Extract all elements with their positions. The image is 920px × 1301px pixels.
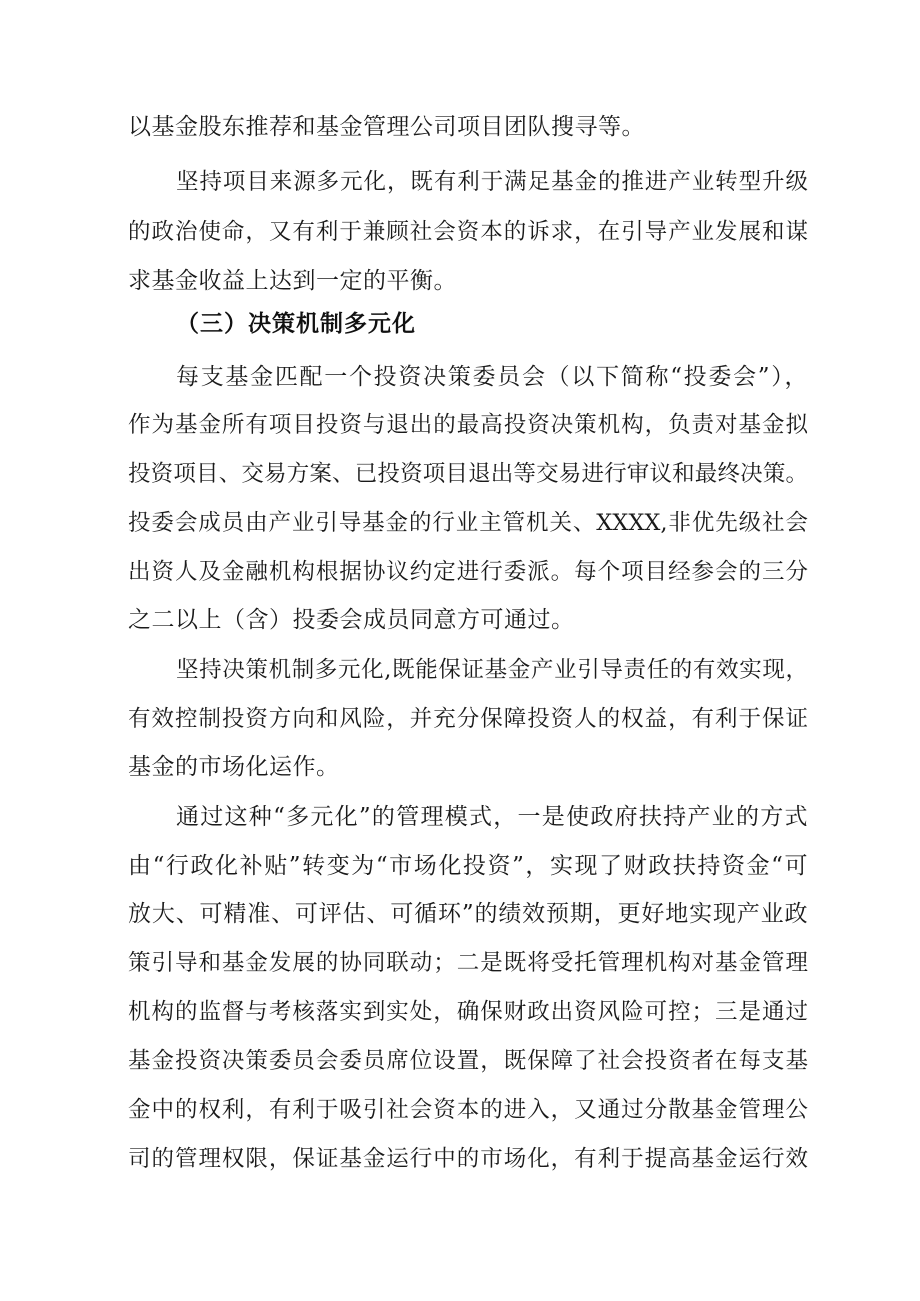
paragraph-5-line-4: 策引导和基金发展的协同联动；二是既将受托管理机构对基金管理 <box>128 950 808 976</box>
paragraph-5-line-8: 司的管理权限，保证基金运行中的市场化，有利于提高基金运行效 <box>128 1146 808 1172</box>
paragraph-2-line-2: 的政治使命，又有利于兼顾社会资本的诉求，在引导产业发展和谋 <box>128 219 808 245</box>
paragraph-2-line-3: 求基金收益上达到一定的平衡。 <box>128 268 457 294</box>
paragraph-5-line-5: 机构的监督与考核落实到实处，确保财政出资风险可控；三是通过 <box>128 999 808 1025</box>
paragraph-3-line-2: 作为基金所有项目投资与退出的最高投资决策机构，负责对基金拟 <box>128 412 808 438</box>
paragraph-3-line-1: 每支基金匹配一个投资决策委员会（以下简称“投委会”）， <box>176 364 808 390</box>
paragraph-4-line-1: 坚持决策机制多元化,既能保证基金产业引导责任的有效实现， <box>176 657 808 683</box>
paragraph-5-line-7: 金中的权利，有利于吸引社会资本的进入，又通过分散基金管理公 <box>128 1097 808 1123</box>
paragraph-1-line-1: 以基金股东推荐和基金管理公司项目团队搜寻等。 <box>128 114 645 140</box>
paragraph-4-line-2: 有效控制投资方向和风险，并充分保障投资人的权益，有利于保证 <box>128 706 808 732</box>
paragraph-5-line-6: 基金投资决策委员会委员席位设置，既保障了社会投资者在每支基 <box>128 1048 808 1074</box>
paragraph-5-line-2: 由“行政化补贴”转变为“市场化投资”，实现了财政扶持资金“可 <box>128 853 808 879</box>
paragraph-3-line-5: 出资人及金融机构根据协议约定进行委派。每个项目经参会的三分 <box>128 559 808 585</box>
paragraph-3-line-3: 投资项目、交易方案、已投资项目退出等交易进行审议和最终决策。 <box>128 461 808 487</box>
paragraph-5-line-3: 放大、可精准、可评估、可循环”的绩效预期，更好地实现产业政 <box>128 901 808 927</box>
paragraph-3-line-6: 之二以上（含）投委会成员同意方可通过。 <box>128 607 575 633</box>
paragraph-4-line-3: 基金的市场化运作。 <box>128 754 340 780</box>
paragraph-3-line-4: 投委会成员由产业引导基金的行业主管机关、XXXX,非优先级社会 <box>128 510 808 536</box>
paragraph-5-line-1: 通过这种“多元化”的管理模式，一是使政府扶持产业的方式 <box>176 804 808 830</box>
section-heading: （三）决策机制多元化 <box>176 311 416 337</box>
paragraph-2-line-1: 坚持项目来源多元化，既有利于满足基金的推进产业转型升级 <box>176 169 808 195</box>
